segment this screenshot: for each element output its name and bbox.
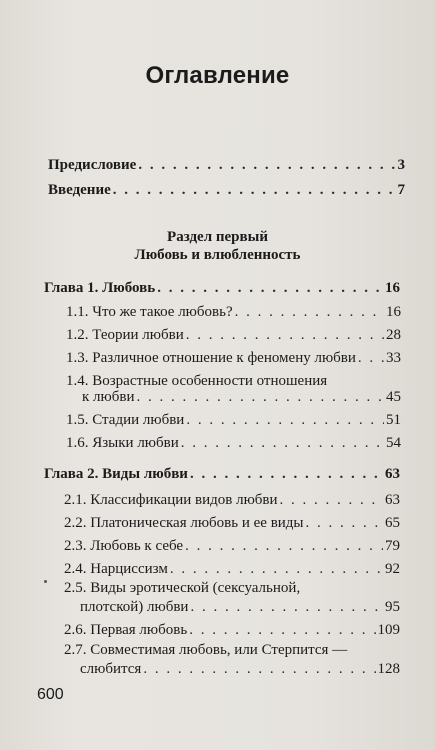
toc-entry-1-2	[66, 326, 401, 344]
toc-entry-page: 63	[385, 492, 400, 508]
toc-entry-label: 1.2. Теории любви	[66, 327, 184, 343]
toc-entry-label: к любви	[82, 389, 135, 405]
toc-entry-introduction	[48, 181, 405, 199]
toc-leader-dots	[113, 181, 396, 199]
toc-entry-page: 92	[385, 561, 400, 577]
toc-entry-label: Глава 2. Виды любви	[44, 466, 188, 482]
toc-entry-page: 33	[386, 350, 401, 366]
toc-entry-1-3	[66, 349, 401, 367]
toc-entry-label: Глава 1. Любовь	[44, 280, 156, 296]
toc-leader-dots	[143, 660, 375, 678]
page-title: Оглавление	[145, 62, 290, 89]
toc-entry-page: 16	[386, 304, 401, 320]
toc-entry-label: плотской) любви	[80, 599, 189, 615]
toc-entry-label: 1.3. Различное отношение к феномену любви	[66, 350, 356, 366]
toc-entry-label: слюбится	[80, 661, 142, 677]
toc-entry-page: 7	[397, 182, 405, 198]
toc-entry-2-4	[64, 560, 400, 578]
toc-entry-label: 2.6. Первая любовь	[64, 622, 188, 638]
toc-entry-2-3	[64, 537, 400, 555]
toc-entry-page: 51	[386, 412, 401, 428]
toc-entry-page: 65	[385, 515, 400, 531]
toc-entry-page: 3	[397, 157, 405, 173]
toc-entry-1-6	[66, 434, 401, 452]
toc-entry-label: 2.3. Любовь к себе	[64, 538, 184, 554]
toc-entry-label: 1.5. Стадии любви	[66, 412, 185, 428]
toc-leader-dots	[157, 279, 383, 297]
toc-entry-page: 79	[385, 538, 400, 554]
toc-leader-dots	[280, 491, 383, 509]
toc-entry-page: 109	[377, 622, 400, 638]
toc-leader-dots	[358, 349, 384, 367]
toc-entry-2-1	[64, 491, 400, 509]
toc-entry-page: 28	[386, 327, 401, 343]
toc-leader-dots	[181, 434, 384, 452]
toc-entry-1-4-line1: 1.4. Возрастные особенности отношения	[66, 373, 328, 389]
toc-entry-2-6	[64, 621, 400, 639]
page-number: 600	[37, 686, 64, 703]
section-heading-line1: Раздел первый	[167, 229, 268, 245]
toc-leader-dots	[170, 560, 383, 578]
toc-leader-dots	[306, 514, 383, 532]
toc-leader-dots	[185, 537, 383, 555]
toc-entry-page: 45	[386, 389, 401, 405]
toc-leader-dots	[186, 326, 384, 344]
toc-entry-label: 2.4. Нарциссизм	[64, 561, 168, 577]
toc-entry-1-5	[66, 411, 401, 429]
toc-leader-dots	[189, 621, 375, 639]
toc-entry-label: 2.2. Платоническая любовь и ее виды	[64, 515, 304, 531]
toc-entry-page: 95	[385, 599, 400, 615]
toc-entry-2-5-line1: 2.5. Виды эротической (сексуальной,	[64, 580, 301, 596]
toc-entry-2-7	[80, 660, 400, 678]
toc-leader-dots	[136, 388, 384, 406]
toc-entry-page: 16	[385, 280, 400, 296]
toc-leader-dots	[235, 303, 384, 321]
toc-entry-page: 128	[377, 661, 400, 677]
toc-entry-label: Предисловие	[48, 157, 137, 173]
toc-leader-dots	[138, 156, 395, 174]
toc-entry-1-4	[82, 388, 401, 406]
toc-entry-page: 54	[386, 435, 401, 451]
toc-entry-2-2	[64, 514, 400, 532]
toc-entry-label: Введение	[48, 182, 111, 198]
toc-entry-2-7-line1: 2.7. Совместимая любовь, или Стерпится —	[64, 642, 348, 658]
toc-entry-preface	[48, 156, 405, 174]
section-heading-line2: Любовь и влюбленность	[134, 247, 301, 263]
toc-entry-page: 63	[385, 466, 400, 482]
toc-leader-dots	[190, 465, 383, 483]
toc-entry-label: 2.1. Классификации видов любви	[64, 492, 278, 508]
toc-chapter-1	[44, 279, 400, 297]
toc-entry-2-5	[80, 598, 400, 616]
ink-speck	[44, 580, 47, 583]
toc-entry-label: 1.6. Языки любви	[66, 435, 179, 451]
toc-entry-label: 1.1. Что же такое любовь?	[66, 304, 233, 320]
toc-chapter-2	[44, 465, 400, 483]
toc-entry-1-1	[66, 303, 401, 321]
toc-leader-dots	[186, 411, 384, 429]
toc-leader-dots	[190, 598, 383, 616]
